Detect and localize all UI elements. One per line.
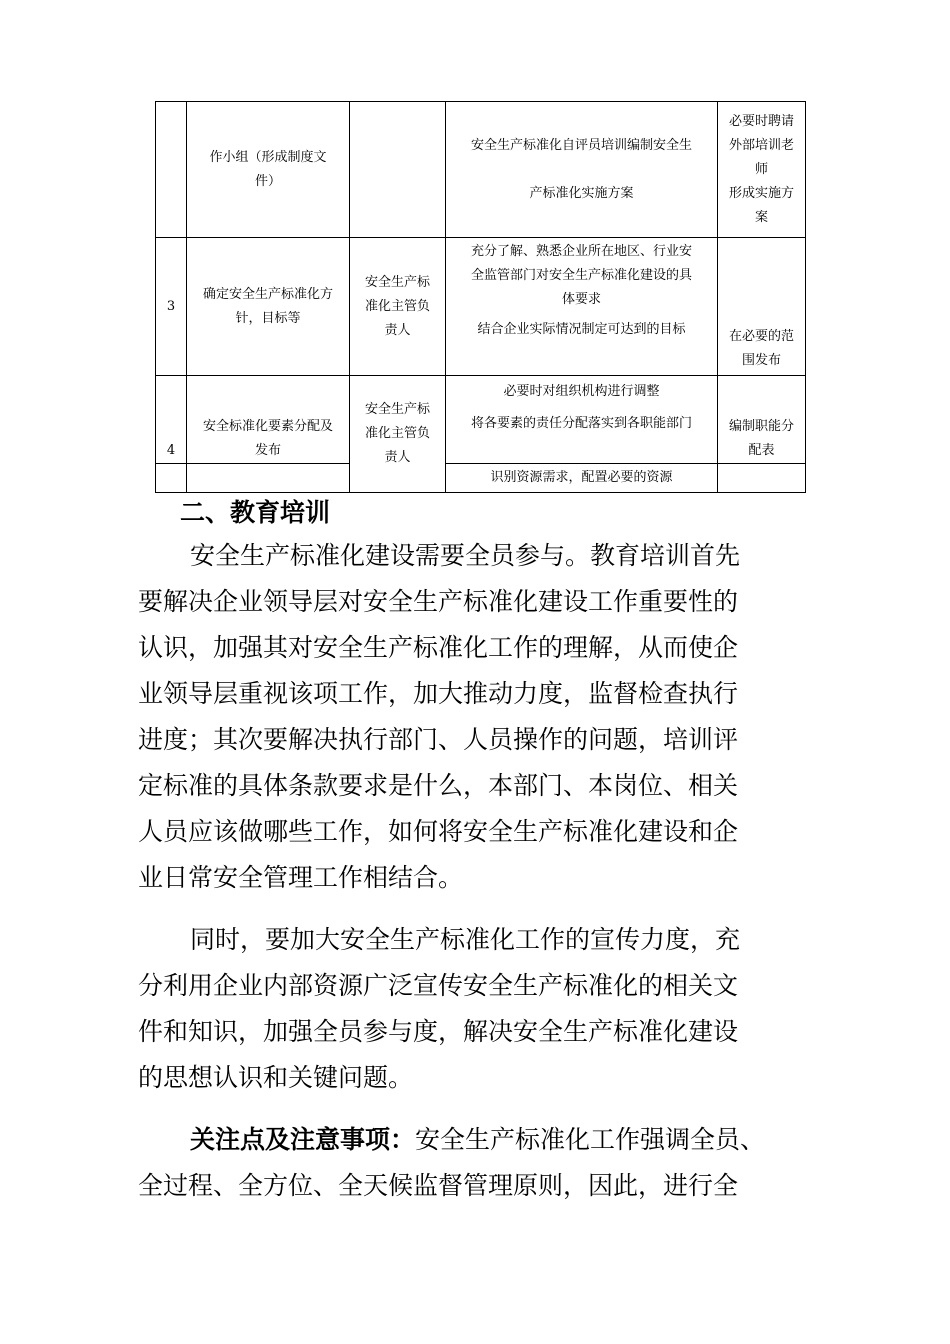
table-row — [156, 102, 806, 238]
table-row — [156, 376, 806, 464]
notes-cell — [718, 238, 806, 376]
paragraph-line: 进度；其次要解决执行部门、人员操作的问题，培训评 — [138, 725, 739, 754]
paragraph-text: 安全生产标准化工作强调全员、 — [415, 1125, 766, 1154]
content-cell — [446, 238, 718, 376]
owner-text: 责人 — [384, 322, 411, 338]
task-text: 发布 — [254, 443, 281, 458]
paragraph-line: 同时，要加大安全生产标准化工作的宣传力度，充 — [190, 925, 741, 954]
table-row — [156, 238, 806, 376]
task-cell — [187, 376, 350, 464]
owner-text: 准化主管负 — [364, 426, 430, 441]
content-text: 安全生产标准化自评员培训编制安全生 — [470, 137, 692, 153]
paragraph-line: 认识，加强其对安全生产标准化工作的理解，从而使企 — [138, 633, 739, 662]
content-text: 识别资源需求，配置必要的资源 — [490, 470, 673, 485]
content-cell — [446, 464, 718, 493]
content-cell — [446, 102, 718, 238]
notes-text: 编制职能分 — [728, 419, 794, 434]
owner-text: 安全生产标 — [364, 402, 430, 417]
notes-cell — [718, 102, 806, 238]
paragraph-line: 定标准的具体条款要求是什么，本部门、本岗位、相关 — [138, 771, 739, 800]
content-text: 产标准化实施方案 — [529, 185, 634, 201]
task-text: 件） — [254, 173, 281, 189]
notes-text: 在必要的范 — [728, 329, 794, 344]
paragraph-line: 业日常安全管理工作相结合。 — [138, 863, 464, 892]
task-cell — [187, 102, 350, 238]
notes-cell — [718, 376, 806, 464]
empty-cell — [156, 464, 187, 493]
paragraph-line — [190, 1120, 765, 1160]
paragraph-line: 安全生产标准化建设需要全员参与。教育培训首先 — [190, 541, 741, 570]
owner-cell — [350, 102, 446, 238]
notes-text: 师 — [754, 161, 768, 177]
content-text: 体要求 — [561, 292, 601, 307]
paragraph-line: 分利用企业内部资源广泛宣传安全生产标准化的相关文 — [138, 971, 739, 1000]
content-text: 全监管部门对安全生产标准化建设的具 — [470, 268, 692, 283]
notes-text: 案 — [754, 209, 768, 225]
owner-text: 准化主管负 — [364, 298, 430, 314]
notes-text: 围发布 — [741, 353, 781, 368]
task-text: 作小组（形成制度文 — [209, 149, 327, 165]
paragraph-line: 件和知识，加强全员参与度，解决安全生产标准化建设 — [138, 1017, 739, 1046]
owner-text: 责人 — [384, 450, 411, 465]
owner-cell — [350, 238, 446, 376]
owner-text: 安全生产标 — [364, 274, 430, 290]
table-row — [156, 464, 806, 493]
notes-text: 外部培训老 — [728, 137, 794, 153]
owner-cell — [350, 376, 446, 493]
plan-table — [155, 101, 806, 493]
empty-cell — [718, 464, 806, 493]
row-number-cell: 3 — [156, 238, 187, 376]
task-text: 针，目标等 — [235, 310, 301, 326]
paragraph-line: 的思想认识和关键问题。 — [138, 1063, 414, 1092]
task-cell — [187, 238, 350, 376]
task-text: 安全标准化要素分配及 — [202, 419, 333, 434]
content-text: 将各要素的责任分配落实到各职能部门 — [470, 416, 692, 431]
section-title: 二、教育培训 — [180, 498, 331, 527]
notes-text: 形成实施方 — [728, 185, 794, 201]
empty-cell — [187, 464, 350, 493]
paragraph-line: 人员应该做哪些工作，如何将安全生产标准化建设和企 — [138, 817, 739, 846]
row-number-cell: 4 — [156, 376, 187, 464]
content-cell — [446, 376, 718, 464]
paragraph-line: 要解决企业领导层对安全生产标准化建设工作重要性的 — [138, 587, 739, 616]
notes-text: 必要时聘请 — [728, 113, 794, 129]
paragraph-line: 业领导层重视该项工作，加大推动力度，监督检查执行 — [138, 679, 739, 708]
content-text: 必要时对组织机构进行调整 — [503, 384, 660, 399]
notes-text: 配表 — [748, 443, 775, 458]
content-text: 结合企业实际情况制定可达到的目标 — [477, 322, 686, 337]
task-text: 确定安全生产标准化方 — [202, 286, 333, 302]
content-text: 充分了解、熟悉企业所在地区、行业安 — [470, 244, 692, 259]
attention-label: 关注点及注意事项： — [190, 1125, 416, 1154]
row-number-cell — [156, 102, 187, 238]
paragraph-line: 全过程、全方位、全天候监督管理原则，因此，进行全 — [138, 1171, 739, 1200]
